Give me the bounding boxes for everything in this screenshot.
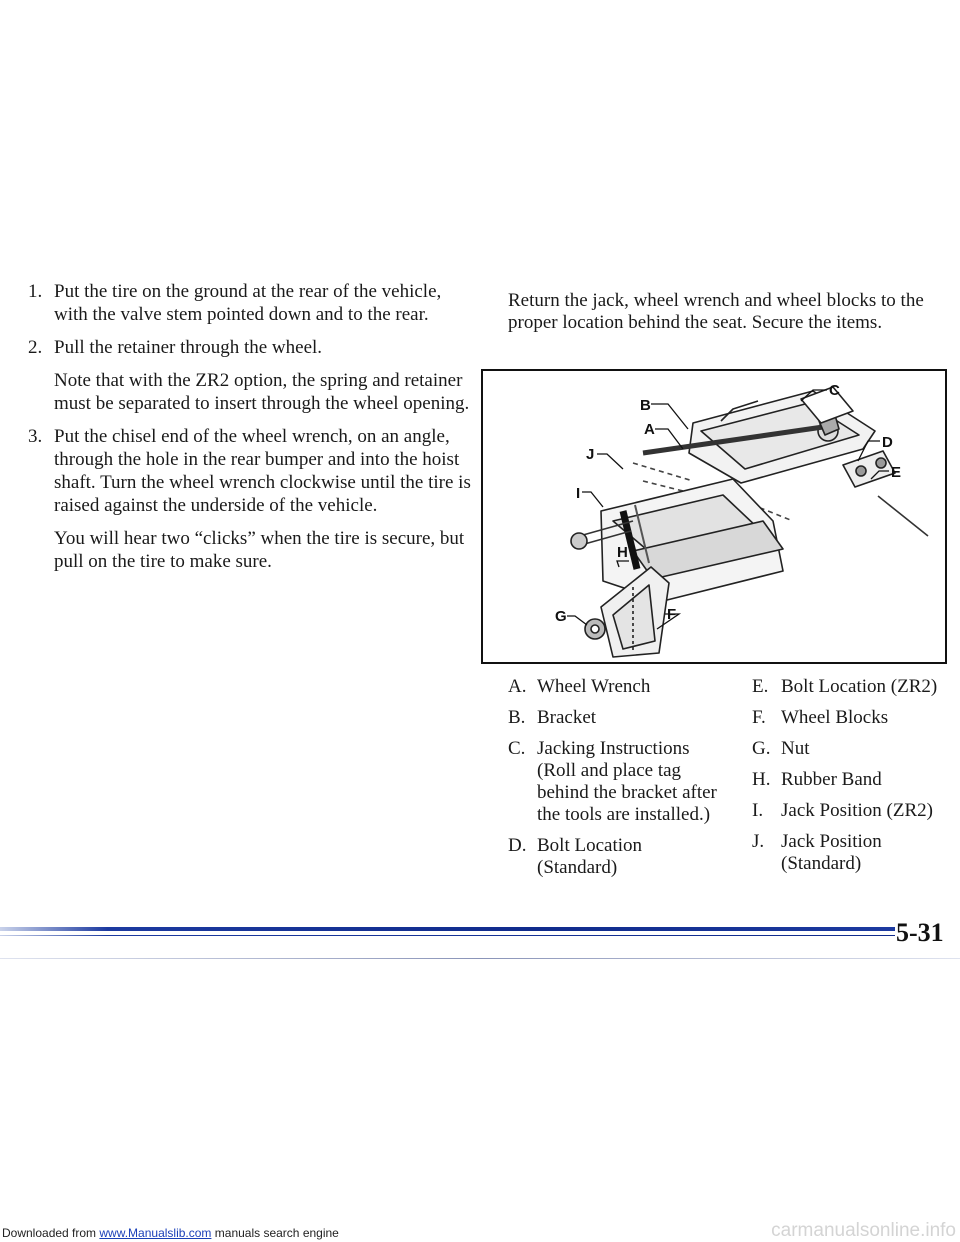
legend-key: I. [752, 800, 764, 821]
page-footer-rule [0, 924, 900, 944]
download-footer [2, 1226, 339, 1240]
step-number: 2. [28, 337, 43, 358]
legend-item [752, 800, 952, 822]
legend-text: Nut [781, 738, 810, 759]
footer-suffix: manuals search engine [211, 1226, 339, 1240]
manualslib-link[interactable]: www.Manualslib.com [99, 1226, 212, 1240]
step-text: Put the chisel end of the wheel wrench, on an angle, through the hole in the rear bumper and into the hoist shaft. Turn the wheel wrench clockwise until the tire is raised against the underside of the vehicle. [54, 426, 471, 516]
legend-key: J. [752, 831, 765, 852]
callout-b: B [640, 397, 651, 414]
legend-key: F. [752, 707, 766, 728]
callout-f: F [667, 606, 677, 623]
legend-key: A. [508, 676, 527, 697]
rule-thin [0, 935, 895, 936]
callout-h: H [617, 544, 628, 561]
legend-right [752, 676, 952, 884]
step-note: You will hear two “clicks” when the tire is secure, but pull on the tire to make sure. [54, 528, 465, 572]
callout-e: E [891, 464, 902, 481]
page-number: 5-31 [896, 918, 944, 947]
step-note: Note that with the ZR2 option, the spring and retainer must be separated to insert through the wheel opening. [54, 370, 470, 414]
legend-key: B. [508, 707, 526, 728]
step-2 [28, 336, 478, 415]
jack-illustration [483, 371, 945, 662]
step-text: Pull the retainer through the wheel. [54, 337, 323, 358]
legend-key: H. [752, 769, 771, 790]
legend-item [508, 676, 728, 698]
callout-d: D [882, 434, 893, 451]
legend-text: Jack Position (Standard) [781, 831, 882, 874]
callout-j: J [586, 446, 595, 463]
legend-text: Bracket [537, 707, 597, 728]
callout-g: G [555, 608, 567, 625]
legend-key: C. [508, 738, 526, 759]
legend-key: E. [752, 676, 769, 697]
callout-c: C [829, 382, 840, 399]
step-1 [28, 280, 478, 326]
legend-item [508, 738, 717, 826]
callout-i: I [576, 485, 581, 502]
legend-text: Wheel Blocks [781, 707, 889, 728]
legend-item [508, 835, 677, 879]
legend-text: Jacking Instructions (Roll and place tag behind the bracket after the tools are installed.) [537, 738, 717, 825]
step-3 [28, 425, 478, 573]
legend-text: Wheel Wrench [537, 676, 651, 697]
legend-left [508, 676, 728, 888]
instruction-steps [28, 280, 478, 583]
step-number: 1. [28, 281, 43, 302]
legend-item [752, 831, 921, 875]
legend-item [752, 769, 952, 791]
legend-text: Bolt Location (ZR2) [781, 676, 938, 697]
legend-text: Rubber Band [781, 769, 882, 790]
legend-key: D. [508, 835, 527, 856]
jack-storage-diagram [481, 369, 947, 664]
legend-key: G. [752, 738, 771, 759]
step-text: Put the tire on the ground at the rear of the vehicle, with the valve stem pointed down and to the rear. [54, 281, 442, 325]
legend-text: Jack Position (ZR2) [781, 800, 933, 821]
legend-item [752, 707, 952, 729]
bottom-divider [0, 958, 960, 959]
step-number: 3. [28, 426, 43, 447]
intro-block [508, 290, 948, 334]
rule-thick [0, 927, 895, 931]
watermark: carmanualsonline.info [771, 1220, 956, 1241]
legend-item [752, 738, 952, 760]
legend-item [752, 676, 952, 698]
legend-text: Bolt Location (Standard) [537, 835, 643, 878]
callout-a: A [644, 421, 655, 438]
footer-prefix: Downloaded from [2, 1226, 100, 1240]
intro-text: Return the jack, wheel wrench and wheel blocks to the proper location behind the seat. Secure the items. [508, 290, 924, 333]
legend-item [508, 707, 728, 729]
